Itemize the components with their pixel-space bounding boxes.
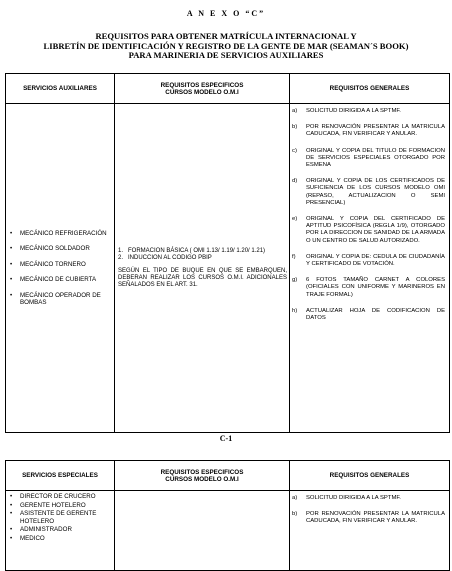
general-requirements-cell: [290, 491, 450, 571]
requirement-letter: b): [292, 124, 298, 131]
service-item: [6, 493, 114, 501]
requirement-letter: d): [292, 178, 298, 185]
requirement-text: ORIGINAL Y COPIA DE: CEDULA DE CIUDADANÍA Y CERTIFICADO DE VOTACIÓN.: [306, 253, 445, 268]
general-requirement-item: [290, 124, 449, 138]
main-title-line: LIBRETÍN DE IDENTIFICACIÓN Y REGISTRO DE LA GENTE DE MAR (SEAMAN´S BOOK): [43, 40, 409, 51]
general-requirement-item: [290, 178, 449, 207]
column-header-general: REQUISITOS GENERALES: [290, 461, 450, 491]
requirement-text: ORIGINAL Y COPIA DE LOS CERTIFICADOS DE SUFICIENCIA DE LOS CURSOS MODELO OMI (REPASO, ACTUALIZACION O SEMI PRESENCIAL): [306, 178, 445, 206]
requirement-text: SOLICITUD DIRIGIDA A LA SPTMF.: [306, 495, 401, 501]
bullet-icon: •: [10, 276, 13, 283]
services-cell: [6, 491, 115, 571]
service-label: GERENTE HOTELERO: [20, 501, 86, 509]
general-requirement-item: [290, 216, 449, 245]
requirement-text: 6 FOTOS TAMAÑO CARNET A COLORES (OFICIALES CON UNIFORME Y MARINEROS EN TRAJE FORMAL): [306, 277, 445, 298]
specific-items: [115, 248, 289, 262]
service-item: [6, 292, 114, 307]
auxiliary-services-table: [5, 73, 450, 433]
requirement-letter: f): [292, 253, 296, 260]
general-requirements-list: [290, 104, 449, 322]
service-item: [6, 245, 114, 253]
service-label: ADMINISTRADOR: [20, 526, 72, 533]
special-services-table: [5, 460, 450, 571]
main-title: [0, 32, 452, 61]
service-item: [6, 526, 114, 534]
specific-item: [115, 248, 289, 255]
services-cell: [6, 104, 115, 433]
specific-requirements: [115, 248, 289, 289]
general-requirements-list: [290, 491, 449, 526]
service-item: [6, 230, 114, 238]
general-requirement-item: [290, 254, 449, 268]
requirement-text: ACTUALIZAR HOJA DE CODIFICACION DE DATOS: [306, 307, 445, 322]
column-header-general: REQUISITOS GENERALES: [290, 74, 450, 104]
column-header-services: SERVICIOS AUXILIARES: [6, 74, 115, 104]
requirement-letter: e): [292, 216, 298, 223]
column-header-specific: [115, 74, 290, 104]
requirement-text: ORIGINAL Y COPIA DEL CERTIFICADO DE APTITUD PSICOFÍSICA (REGLA 1/9), OTORGADO POR LA DIRECCION DE SANIDAD DE LA ARMADA O UN CENTRO DE SALUD AUTORIZADO.: [306, 216, 445, 244]
service-item: [6, 535, 114, 543]
service-label: MECÁNICO OPERADOR DE BOMBAS: [20, 291, 101, 306]
requirement-letter: g): [292, 277, 298, 284]
service-label: DIRECTOR DE CRUCERO: [20, 493, 96, 500]
item-text: INDUCCION AL CODIGO PBIP: [128, 254, 212, 261]
service-label: MECÁNICO TORNERO: [20, 260, 86, 268]
service-label: MECÁNICO REFRIGERACIÓN: [20, 229, 107, 237]
general-requirement-item: [290, 308, 449, 322]
requirement-letter: a): [292, 495, 298, 501]
item-text: FORMACION BÁSICA ( OMI 1.13/ 1.19/ 1.20/ 1.21): [128, 247, 266, 254]
services-list: [6, 230, 114, 307]
page-label: C-1: [219, 434, 233, 443]
header-line: REQUISITOS ESPECIFICOS: [160, 81, 244, 89]
header-line: CURSOS MODELO O.M.I: [165, 88, 239, 96]
general-requirement-item: [290, 148, 449, 170]
service-item: [6, 502, 114, 510]
header-line: REQUISITOS ESPECIFICOS: [160, 468, 244, 476]
specific-note: SEGÚN EL TIPO DE BUQUE EN QUE SE EMBARQUEN, DEBERAN REALIZAR LOS CURSOS O.M.I. ADICIONALES SEÑALADOS EN EL ART. 31.: [118, 267, 287, 288]
service-item: [6, 510, 114, 525]
item-number: 1.: [118, 247, 124, 254]
general-requirement-item: [290, 277, 449, 299]
requirement-text: SOLICITUD DIRIGIDA A LA SPTMF.: [306, 108, 401, 114]
service-label: ASISTENTE DE GERENTE HOTELERO: [20, 510, 97, 525]
service-item: [6, 261, 114, 269]
requirement-text: ORIGINAL Y COPIA DEL TITULO DE FORMACION DE SERVICIOS ESPECIALES OTORGADO POR ESMENA: [306, 147, 445, 169]
column-header-specific: [115, 461, 290, 491]
bullet-icon: •: [10, 260, 13, 268]
requirement-letter: h): [292, 307, 298, 314]
service-item: [6, 276, 114, 284]
bullet-icon: •: [10, 493, 13, 500]
service-label: MECÁNICO DE CUBIERTA: [20, 276, 97, 283]
bullet-icon: •: [10, 291, 13, 299]
general-requirement-item: [290, 511, 449, 525]
requirement-letter: c): [292, 147, 297, 154]
requirement-letter: b): [292, 511, 298, 518]
bullet-icon: •: [10, 245, 13, 252]
specific-item: [115, 255, 289, 262]
requirement-text: POR RENOVACIÓN PRESENTAR LA MATRICULA CADUCADA, FIN VERIFICAR Y ANULAR.: [306, 124, 445, 138]
bullet-icon: •: [10, 534, 13, 542]
main-title-line: REQUISITOS PARA OBTENER MATRÍCULA INTERNACIONAL Y: [95, 31, 357, 41]
bullet-icon: •: [10, 501, 13, 509]
bullet-icon: •: [10, 510, 13, 517]
specific-requirements-cell: [115, 491, 290, 571]
general-requirement-item: [290, 108, 449, 115]
specific-requirements-cell: [115, 104, 290, 433]
service-label: MECÁNICO SOLDADOR: [20, 245, 90, 252]
general-requirements-cell: [290, 104, 450, 433]
requirement-text: POR RENOVACIÓN PRESENTAR LA MATRICULA CADUCADA, FIN VERIFICAR Y ANULAR.: [306, 511, 445, 525]
general-requirement-item: [290, 495, 449, 502]
item-number: 2.: [118, 254, 124, 261]
bullet-icon: •: [10, 526, 13, 533]
header-line: CURSOS MODELO O.M.I: [165, 475, 239, 483]
main-title-line: PARA MARINERIA DE SERVICIOS AUXILIARES: [128, 50, 324, 60]
services-list: [6, 491, 114, 542]
column-header-services: SERVICIOS ESPECIALES: [6, 461, 115, 491]
service-label: MEDICO: [20, 534, 45, 542]
bullet-icon: •: [10, 229, 13, 237]
requirement-letter: a): [292, 108, 298, 114]
annex-title: A N E X O “C”: [186, 9, 266, 18]
